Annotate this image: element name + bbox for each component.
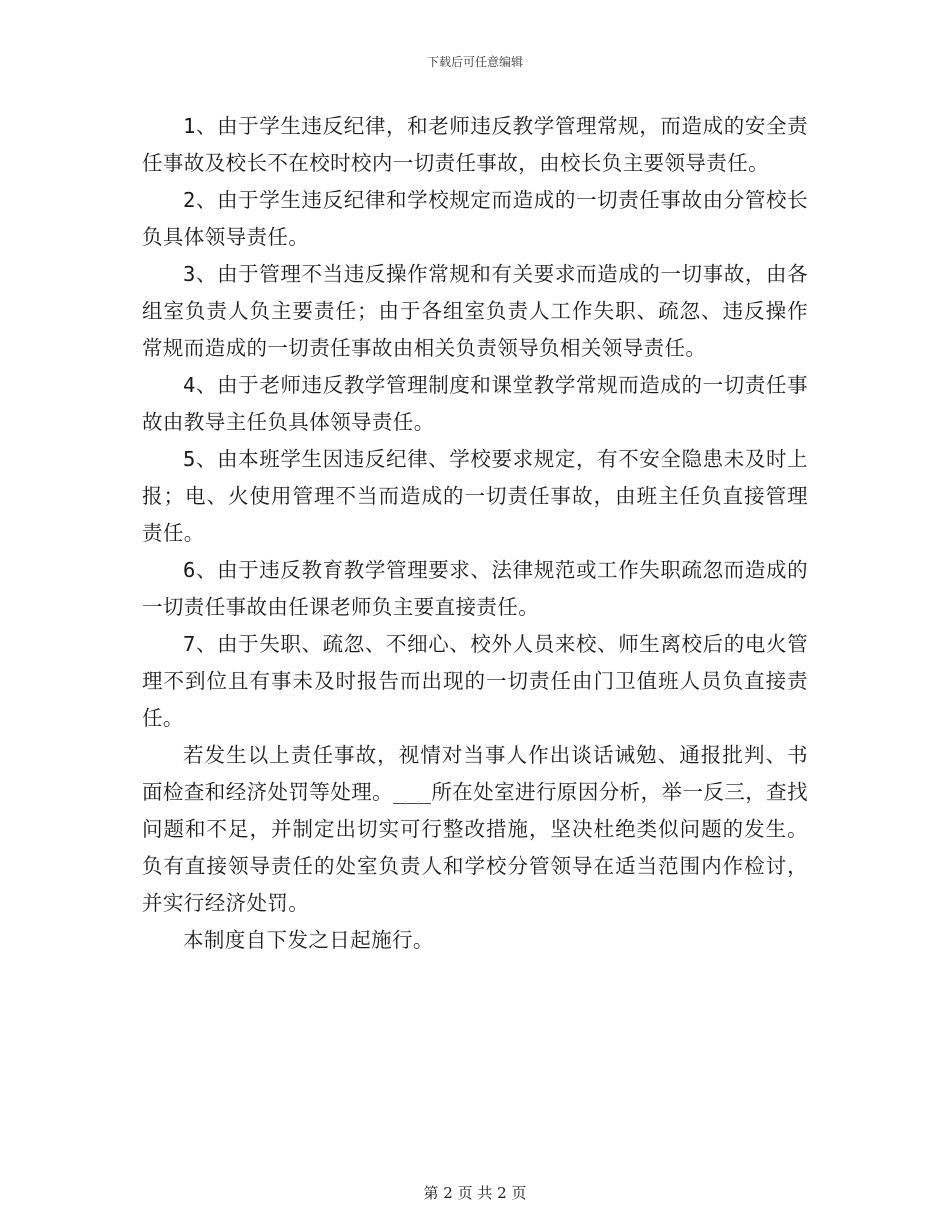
paragraph-rule-5: 5、由本班学生因违反纪律、学校要求规定，有不安全隐患未及时上报；电、火使用管理不当而造成的一切责任事故，由班主任负直接管理责任。 [142,447,808,545]
document-body [142,108,808,959]
paragraph-rule-1: 1、由于学生违反纪律，和老师违反教学管理常规，而造成的安全责任事故及校长不在校时校内一切责任事故，由校长负主要领导责任。 [142,114,808,175]
paragraph-effective-date: 本制度自下发之日起施行。 [183,928,434,952]
paragraph-rule-7: 7、由于失职、疏忽、不细心、校外人员来校、师生离校后的电火管理不到位且有事未及时报告而出现的一切责任由门卫值班人员负直接责任。 [142,632,808,730]
paragraph-rule-2: 2、由于学生违反纪律和学校规定而造成的一切责任事故由分管校长负具体领导责任。 [142,188,808,249]
paragraph-rule-6: 6、由于违反教育教学管理要求、法律规范或工作失职疏忽而造成的一切责任事故由任课老师负主要直接责任。 [142,558,808,619]
paragraph-rule-3: 3、由于管理不当违反操作常规和有关要求而造成的一切事故，由各组室负责人负主要责任；由于各组室负责人工作失职、疏忽、违反操作常规而造成的一切责任事故由相关负责领导负相关领导责任。 [142,262,808,360]
page-number: 第 2 页 共 2 页 [423,1184,527,1202]
paragraph-penalty: 若发生以上责任事故，视情对当事人作出谈话诫勉、通报批判、书面检查和经济处罚等处理。___所在处室进行原因分析，举一反三，查找问题和不足，并制定出切实可行整改措施，坚决杜绝类似问题的发生。负有直接领导责任的处室负责人和学校分管领导在适当范围内作检讨，并实行经济处罚。 [142,743,808,915]
paragraph-rule-4: 4、由于老师违反教学管理制度和课堂教学常规而造成的一切责任事故由教导主任负具体领导责任。 [142,373,808,434]
page-header: 下载后可任意编辑 [426,55,523,69]
